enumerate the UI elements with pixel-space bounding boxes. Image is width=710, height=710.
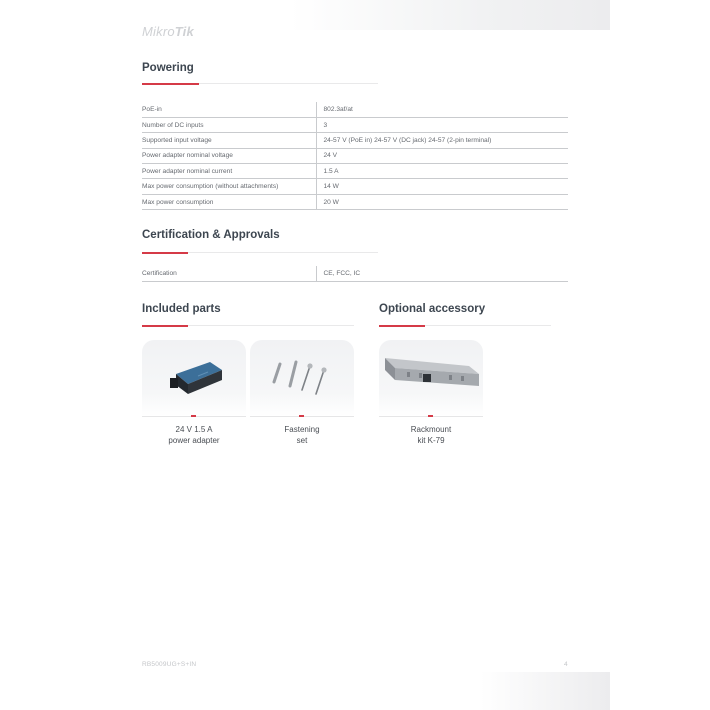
card-accent-mark bbox=[191, 415, 196, 417]
spec-key: Supported input voltage bbox=[142, 133, 316, 148]
rackmount-kit-image bbox=[379, 340, 483, 416]
table-row bbox=[142, 148, 568, 163]
table-row bbox=[142, 102, 568, 117]
card-caption bbox=[379, 425, 483, 446]
spec-key: Max power consumption (without attachments) bbox=[142, 179, 316, 194]
included-parts-rule bbox=[142, 325, 354, 326]
table-row bbox=[142, 266, 568, 281]
page-shade-top bbox=[290, 0, 610, 30]
optional-accessory-title: Optional accessory bbox=[379, 303, 486, 315]
table-row bbox=[142, 179, 568, 194]
caption-line-1: 24 V 1.5 A bbox=[175, 425, 213, 434]
spec-key: Power adapter nominal current bbox=[142, 164, 316, 179]
footer-page-number: 4 bbox=[564, 661, 568, 668]
caption-line-2: kit K-79 bbox=[417, 435, 445, 445]
spec-key: Power adapter nominal voltage bbox=[142, 148, 316, 163]
spec-value: 3 bbox=[316, 117, 568, 132]
fastening-set-image bbox=[250, 340, 354, 416]
optional-accessory-card bbox=[379, 340, 483, 445]
spec-value: 14 W bbox=[316, 179, 568, 194]
spec-key: Number of DC inputs bbox=[142, 117, 316, 132]
spec-key: PoE-in bbox=[142, 102, 316, 117]
caption-line-2: power adapter bbox=[168, 435, 220, 445]
caption-line-2: set bbox=[296, 435, 308, 445]
logo-bold-text: Tik bbox=[174, 24, 194, 39]
powering-table bbox=[142, 102, 568, 210]
card-accent-mark bbox=[428, 415, 433, 417]
powering-rule bbox=[142, 83, 378, 84]
caption-line-1: Rackmount bbox=[410, 425, 452, 434]
footer-model: RB5009UG+S+IN bbox=[142, 661, 197, 668]
rackmount-kit-icon bbox=[379, 340, 483, 416]
certification-title: Certification & Approvals bbox=[142, 229, 280, 241]
power-adapter-icon bbox=[142, 340, 246, 416]
certification-rule bbox=[142, 252, 378, 253]
included-parts-rule-accent bbox=[142, 325, 188, 327]
spec-value: 1.5 A bbox=[316, 164, 568, 179]
card-caption bbox=[250, 425, 354, 446]
table-row bbox=[142, 117, 568, 132]
included-parts-title: Included parts bbox=[142, 303, 221, 315]
included-part-card bbox=[250, 340, 354, 445]
included-part-card bbox=[142, 340, 246, 445]
table-row bbox=[142, 164, 568, 179]
fastening-set-icon bbox=[250, 340, 354, 416]
logo-light-text: Mikro bbox=[142, 24, 175, 39]
optional-accessory-rule-accent bbox=[379, 325, 425, 327]
certification-rule-accent bbox=[142, 252, 188, 254]
card-accent-mark bbox=[299, 415, 304, 417]
table-row bbox=[142, 133, 568, 148]
page-shade-bottom bbox=[480, 672, 610, 710]
spec-value: 20 W bbox=[316, 194, 568, 209]
powering-rule-accent bbox=[142, 83, 199, 85]
caption-line-1: Fastening bbox=[284, 425, 320, 434]
optional-accessory-rule bbox=[379, 325, 551, 326]
spec-value: 24-57 V (PoE in) 24-57 V (DC jack) 24-57 (2-pin terminal) bbox=[316, 133, 568, 148]
spec-key: Certification bbox=[142, 266, 316, 281]
spec-value: 24 V bbox=[316, 148, 568, 163]
table-row bbox=[142, 194, 568, 209]
spec-key: Max power consumption bbox=[142, 194, 316, 209]
mikrotik-logo bbox=[142, 24, 194, 39]
powering-title: Powering bbox=[142, 62, 194, 74]
certification-table bbox=[142, 266, 568, 282]
card-caption bbox=[142, 425, 246, 446]
spec-value: CE, FCC, IC bbox=[316, 266, 568, 281]
spec-value: 802.3af/at bbox=[316, 102, 568, 117]
power-adapter-image bbox=[142, 340, 246, 416]
